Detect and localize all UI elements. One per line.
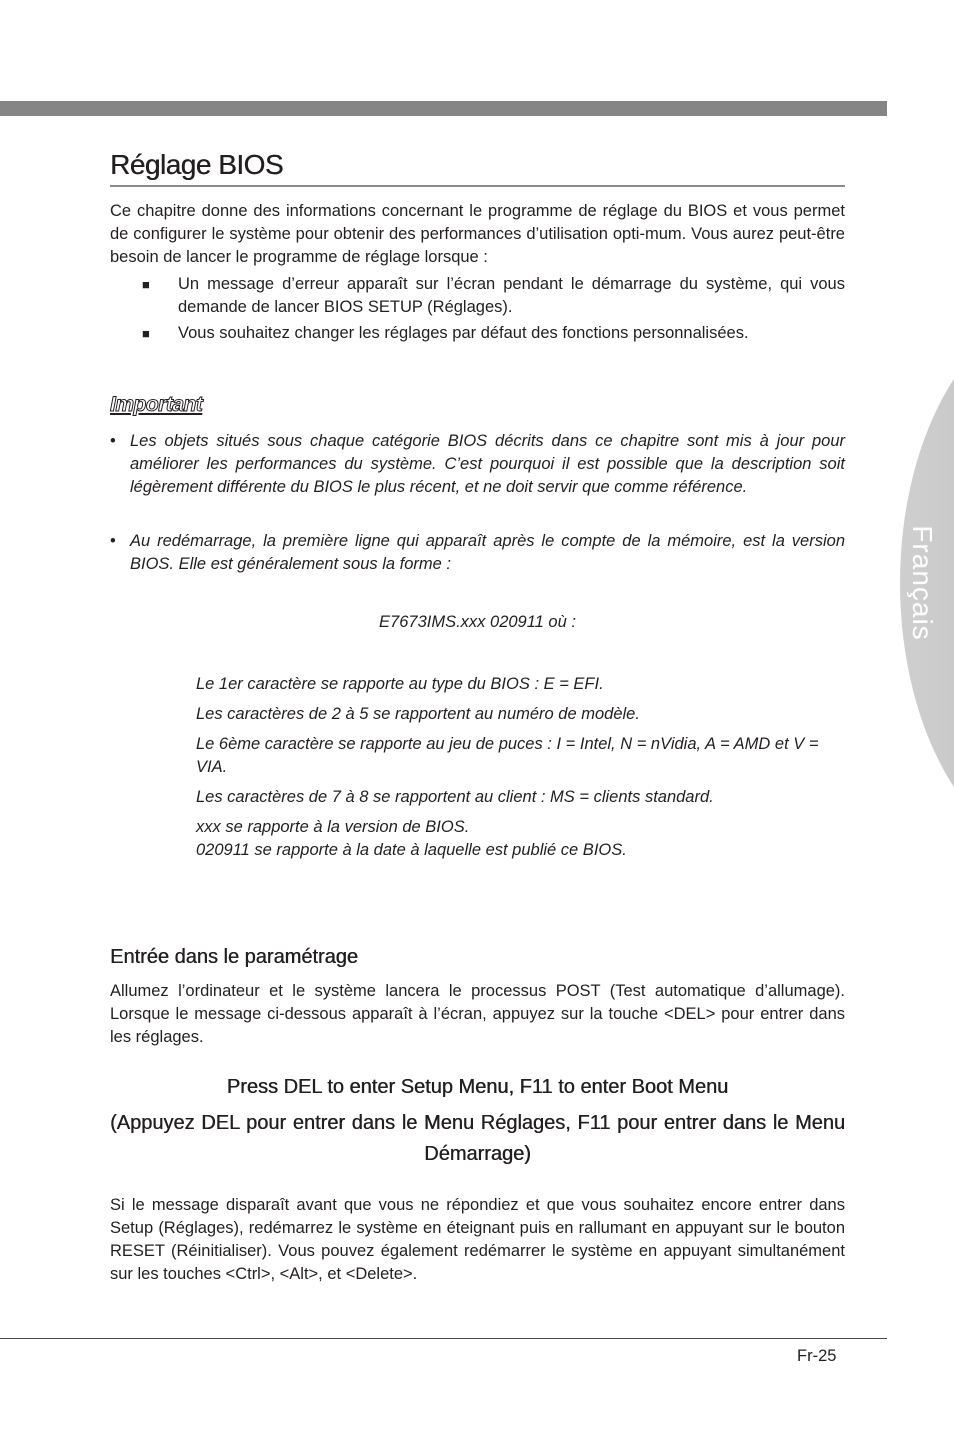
bios-version-format: E7673IMS.xxx 020911 où : [379, 613, 576, 631]
bullet-item [142, 322, 845, 345]
title-underline [110, 185, 845, 187]
important-heading: Important [110, 393, 203, 416]
explanation-line: xxx se rapporte à la version de BIOS. [196, 818, 470, 836]
dot-bullet-icon: • [110, 532, 116, 550]
explanation-line: Le 6ème caractère se rapporte au jeu de puces : I = Intel, N = nVidia, A = AMD et V = VIA. [196, 735, 819, 776]
boot-message-french: (Appuyez DEL pour entrer dans le Menu Réglages, F11 pour entrer dans le Menu Démarrage) [110, 1112, 845, 1165]
section-heading: Entrée dans le paramétrage [110, 946, 358, 968]
page-title: Réglage BIOS [110, 149, 283, 180]
setup-paragraph: Allumez l’ordinateur et le système lancera le processus POST (Test automatique d’allumage). Lorsque le message ci-dessous apparaît à l’écran, appuyez sur la touche <DEL> pour entrer dans les réglages. [110, 982, 845, 1046]
note-text: Les objets situés sous chaque catégorie BIOS décrits dans ce chapitre sont mis à jour pour améliorer les performances du système. C’est pourquoi il est possible que la description soit légèrement différente du BIOS le plus récent, et ne doit servir que comme référence. [130, 432, 845, 496]
square-bullet-icon: ■ [142, 277, 150, 292]
language-tab-label: Français [907, 525, 938, 641]
explanation-line: 020911 se rapporte à la date à laquelle est publié ce BIOS. [196, 841, 627, 859]
bullet-text: Un message d’erreur apparaît sur l’écran pendant le démarrage du système, qui vous demande de lancer BIOS SETUP (Réglages). [178, 275, 845, 316]
intro-paragraph: Ce chapitre donne des informations concernant le programme de réglage du BIOS et vous permet de configurer le système pour obtenir des performances d’utilisation opti-mum. Vous aurez peut-être besoin de lancer le programme de réglage lorsque : [110, 202, 845, 266]
page-number: Fr-25 [797, 1347, 837, 1365]
closing-paragraph: Si le message disparaît avant que vous ne répondiez et que vous souhaitez encore entrer dans Setup (Réglages), redémarrez le système en éteignant puis en rallumant en appuyant sur le bouton RESET (Réinitialiser). Vous pouvez également redémarrer le système en appuyant simultanément sur les touches <Ctrl>, <Alt>, et <Delete>. [110, 1196, 845, 1283]
square-bullet-icon: ■ [142, 326, 150, 341]
footer-rule [0, 1338, 887, 1339]
dot-bullet-icon: • [110, 432, 116, 450]
bullet-item [142, 273, 845, 319]
header-bar [0, 101, 887, 116]
important-note [110, 530, 845, 576]
note-text: Au redémarrage, la première ligne qui apparaît après le compte de la mémoire, est la version BIOS. Elle est généralement sous la forme : [130, 532, 845, 573]
important-note [110, 430, 845, 499]
explanation-line: Les caractères de 2 à 5 se rapportent au numéro de modèle. [196, 705, 640, 723]
explanation-line: Le 1er caractère se rapporte au type du BIOS : E = EFI. [196, 675, 604, 693]
explanation-line: Les caractères de 7 à 8 se rapportent au client : MS = clients standard. [196, 788, 714, 806]
bullet-text: Vous souhaitez changer les réglages par défaut des fonctions personnalisées. [178, 324, 749, 342]
boot-message-english: Press DEL to enter Setup Menu, F11 to enter Boot Menu [226, 1076, 729, 1098]
